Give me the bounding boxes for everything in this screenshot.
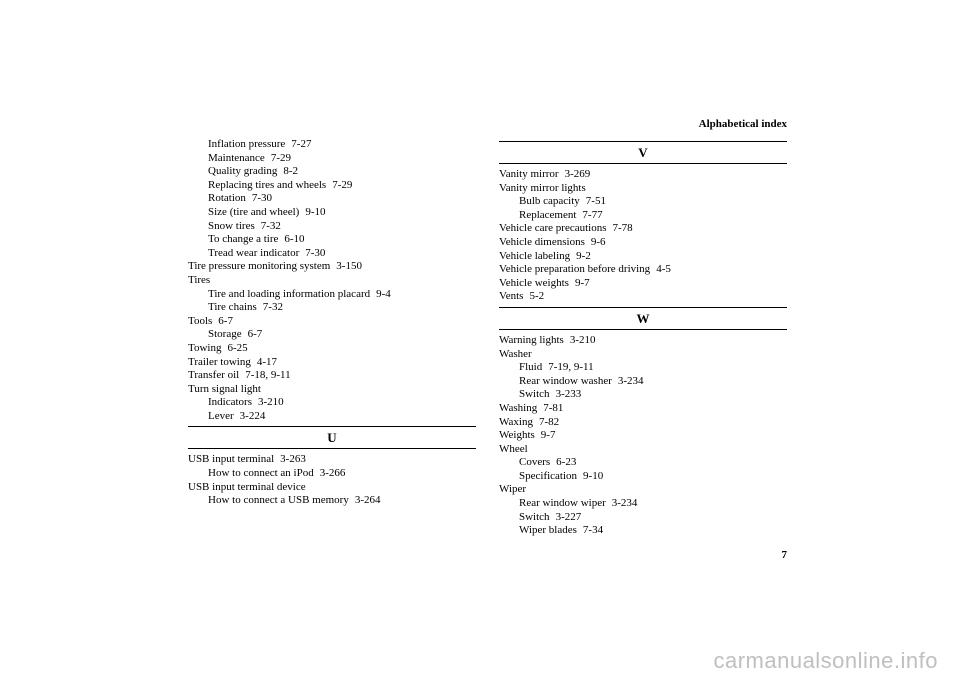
entry-page-ref: 7-51 xyxy=(585,195,606,208)
entry-page-ref: 3-227 xyxy=(555,510,582,523)
entry-page-ref: 7-29 xyxy=(270,151,291,164)
index-subentry xyxy=(188,220,476,234)
entry-page-ref: 5-2 xyxy=(529,290,545,303)
entry-page-ref: 3-233 xyxy=(555,388,582,401)
entry-page-ref: 7-82 xyxy=(538,415,560,428)
entry-term: Replacement xyxy=(519,208,577,221)
entry-page-ref: 9-2 xyxy=(576,249,591,262)
index-entry xyxy=(499,348,787,362)
page-number: 7 xyxy=(781,549,787,561)
watermark: carmanualsonline.info xyxy=(713,648,938,673)
index-subentry xyxy=(499,497,787,511)
index-entry xyxy=(499,334,787,348)
entry-page-ref: 7-81 xyxy=(543,401,564,414)
entry-term: Rear window washer xyxy=(519,374,612,387)
entry-page-ref: 6-7 xyxy=(218,314,233,327)
entry-term: USB input terminal xyxy=(188,453,275,466)
index-subentry xyxy=(499,524,787,538)
page-header-title: Alphabetical index xyxy=(698,118,787,130)
entry-term: Vehicle labeling xyxy=(499,249,571,262)
entry-page-ref: 3-234 xyxy=(617,374,644,387)
entry-page-ref: 3-224 xyxy=(239,409,266,422)
entry-page-ref: 7-19, 9-11 xyxy=(548,361,594,374)
entry-term: Rotation xyxy=(208,192,246,205)
entry-page-ref: 3-264 xyxy=(354,494,381,507)
entry-page-ref: 7-78 xyxy=(612,222,633,235)
entry-term: Storage xyxy=(208,328,242,341)
entry-page-ref: 3-210 xyxy=(569,333,596,346)
index-entry xyxy=(188,383,476,397)
index-entry xyxy=(499,483,787,497)
index-entry xyxy=(188,274,476,288)
entry-term: Tread wear indicator xyxy=(208,246,300,259)
entry-page-ref: 3-210 xyxy=(257,396,284,409)
index-entry xyxy=(499,168,787,182)
entry-page-ref: 4-17 xyxy=(256,355,278,368)
entry-term: Switch xyxy=(519,388,550,401)
entry-page-ref: 9-6 xyxy=(590,235,606,248)
index-entry xyxy=(188,315,476,329)
entry-term: Turn signal light xyxy=(188,382,261,395)
entry-page-ref: 9-10 xyxy=(583,469,604,482)
entry-term: Replacing tires and wheels xyxy=(208,178,327,191)
entry-page-ref: 9-7 xyxy=(574,276,590,289)
index-entry xyxy=(499,250,787,264)
index-subentry xyxy=(188,247,476,261)
entry-page-ref: 7-77 xyxy=(582,208,603,221)
index-entry xyxy=(499,222,787,236)
entry-term: Warning lights xyxy=(499,333,564,346)
entry-term: USB input terminal device xyxy=(188,480,306,493)
entry-page-ref: 6-25 xyxy=(227,341,248,354)
entry-term: Vehicle preparation before driving xyxy=(499,263,651,276)
entry-term: Inflation pressure xyxy=(208,138,286,150)
entry-term: Trailer towing xyxy=(188,355,251,368)
entry-term: How to connect a USB memory xyxy=(208,494,349,507)
entry-term: Towing xyxy=(188,341,222,354)
section-letter-u: U xyxy=(188,426,476,449)
index-subentry xyxy=(188,396,476,410)
index-entry xyxy=(188,342,476,356)
index-subentry xyxy=(188,192,476,206)
entry-term: Bulb capacity xyxy=(519,195,580,208)
index-entry xyxy=(188,356,476,370)
entry-term: Tire and loading information placard xyxy=(208,287,371,300)
entry-page-ref: 7-32 xyxy=(260,219,281,232)
entry-term: Weights xyxy=(499,429,535,442)
entry-term: Rear window wiper xyxy=(519,497,606,510)
index-entry xyxy=(499,263,787,277)
entry-term: Tires xyxy=(188,273,211,286)
index-subentry xyxy=(188,328,476,342)
entry-term: Wiper xyxy=(499,483,527,496)
index-entry xyxy=(499,416,787,430)
index-subentry xyxy=(188,467,476,481)
entry-term: Washer xyxy=(499,347,532,360)
entry-page-ref: 7-29 xyxy=(332,178,353,191)
entry-term: Indicators xyxy=(208,396,252,409)
entry-page-ref: 3-234 xyxy=(611,497,638,510)
entry-page-ref: 6-7 xyxy=(247,328,263,341)
index-subentry xyxy=(499,470,787,484)
entry-page-ref: 6-23 xyxy=(556,456,577,469)
index-subentry xyxy=(499,361,787,375)
entry-term: Specification xyxy=(519,469,578,482)
entry-term: Fluid xyxy=(519,361,543,374)
entry-term: Vanity mirror lights xyxy=(499,181,586,194)
index-subentry xyxy=(188,165,476,179)
index-subentry xyxy=(188,301,476,315)
index-subentry xyxy=(188,494,476,508)
entry-term: How to connect an iPod xyxy=(208,467,314,480)
index-entry xyxy=(499,402,787,416)
entry-page-ref: 4-5 xyxy=(656,263,671,276)
index-subentry xyxy=(499,388,787,402)
entry-page-ref: 9-10 xyxy=(305,205,326,218)
index-entry xyxy=(499,182,787,196)
entry-term: Maintenance xyxy=(208,151,265,164)
entry-term: Covers xyxy=(519,456,551,469)
index-subentry xyxy=(188,206,476,220)
index-subentry xyxy=(499,375,787,389)
entry-term: Vehicle weights xyxy=(499,276,569,289)
index-entry xyxy=(499,277,787,291)
index-entry xyxy=(188,260,476,274)
entry-page-ref: 3-263 xyxy=(280,453,306,466)
entry-page-ref: 7-32 xyxy=(262,301,283,314)
section-letter-w: W xyxy=(499,307,787,330)
entry-page-ref: 7-30 xyxy=(251,192,273,205)
index-entry xyxy=(499,443,787,457)
index-subentry xyxy=(499,456,787,470)
index-subentry xyxy=(188,152,476,166)
entry-term: Washing xyxy=(499,401,538,414)
index-subentry xyxy=(499,209,787,223)
index-subentry xyxy=(188,138,476,152)
index-subentry xyxy=(188,233,476,247)
index-subentry xyxy=(499,511,787,525)
entry-term: Vents xyxy=(499,290,524,303)
index-subentry xyxy=(499,195,787,209)
entry-term: Transfer oil xyxy=(188,369,240,382)
entry-page-ref: 7-34 xyxy=(582,524,604,537)
index-subentry xyxy=(188,410,476,424)
entry-term: Tire pressure monitoring system xyxy=(188,260,331,273)
index-entry xyxy=(188,453,476,467)
index-subentry xyxy=(188,179,476,193)
section-letter-v: V xyxy=(499,141,787,164)
entry-term: Vehicle dimensions xyxy=(499,235,585,248)
entry-page-ref: 7-30 xyxy=(305,246,326,259)
entry-term: To change a tire xyxy=(208,233,279,246)
entry-page-ref: 6-10 xyxy=(284,233,305,246)
entry-term: Vehicle care precautions xyxy=(499,222,607,235)
index-entry xyxy=(188,481,476,495)
index-column-left xyxy=(188,138,476,508)
entry-term: Wiper blades xyxy=(519,524,577,537)
entry-term: Switch xyxy=(519,510,550,523)
entry-page-ref: 7-27 xyxy=(291,138,312,150)
index-entry xyxy=(188,369,476,383)
index-subentry xyxy=(188,288,476,302)
entry-page-ref: 3-269 xyxy=(564,168,591,180)
entry-term: Quality grading xyxy=(208,165,278,178)
entry-page-ref: 7-18, 9-11 xyxy=(245,369,291,382)
entry-term: Vanity mirror xyxy=(499,168,559,180)
entry-page-ref: 9-7 xyxy=(540,429,556,442)
entry-term: Snow tires xyxy=(208,219,255,232)
entry-term: Tire chains xyxy=(208,301,257,314)
entry-term: Waxing xyxy=(499,415,533,428)
entry-term: Size (tire and wheel) xyxy=(208,205,300,218)
index-entry xyxy=(499,429,787,443)
entry-term: Tools xyxy=(188,314,213,327)
entry-page-ref: 3-150 xyxy=(336,260,362,273)
entry-term: Lever xyxy=(208,409,234,422)
index-entry xyxy=(499,290,787,304)
entry-page-ref: 8-2 xyxy=(283,165,299,178)
index-column-right xyxy=(499,141,787,538)
entry-term: Wheel xyxy=(499,442,528,455)
entry-page-ref: 3-266 xyxy=(319,467,346,480)
index-entry xyxy=(499,236,787,250)
entry-page-ref: 9-4 xyxy=(376,287,391,300)
